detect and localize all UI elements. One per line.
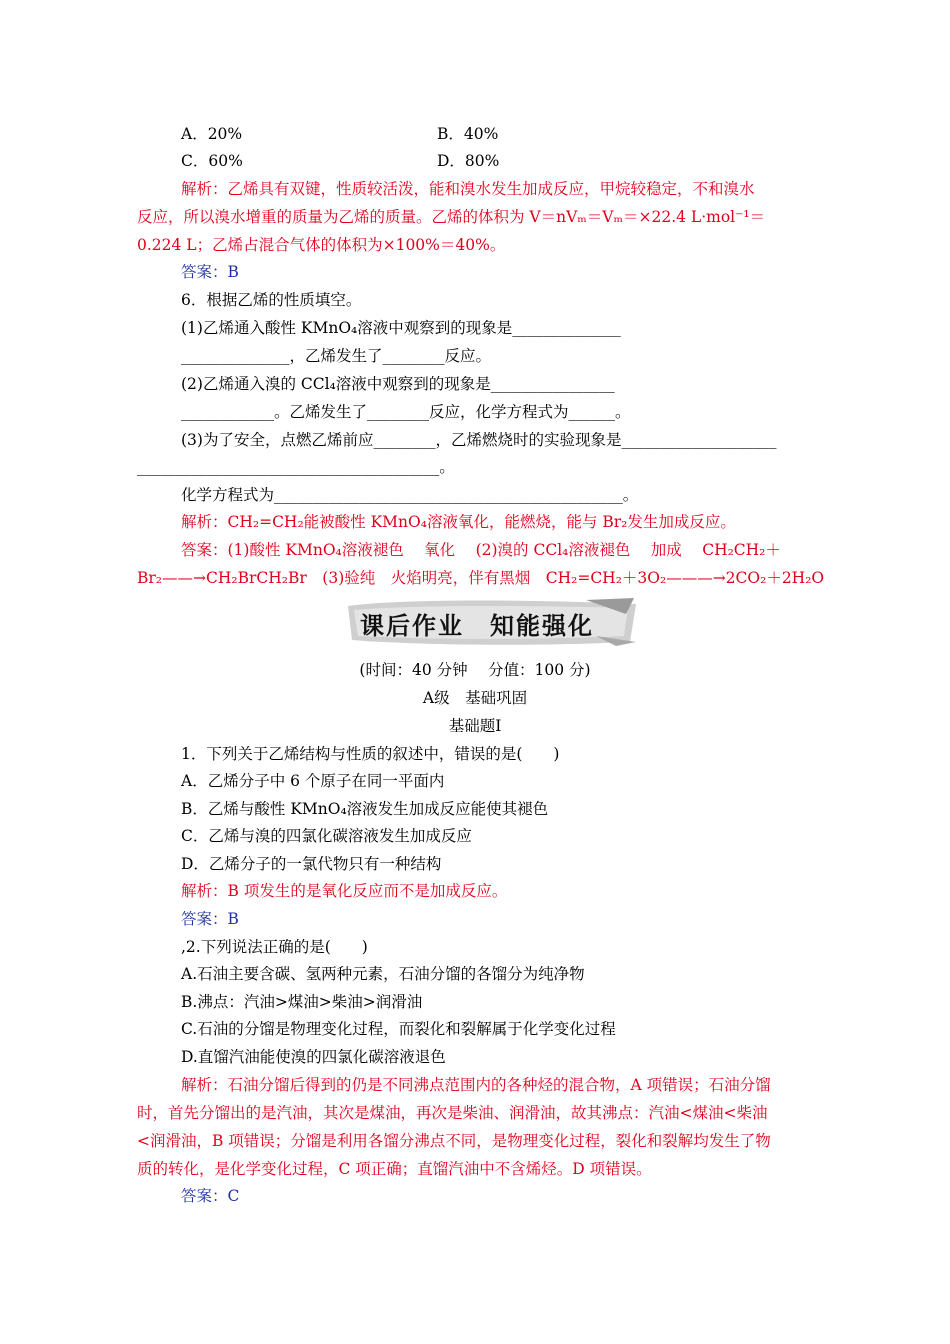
q1-stem: 1．下列关于乙烯结构与性质的叙述中，错误的是( ) <box>181 745 560 763</box>
q6-answer: Br₂——→CH₂BrCH₂Br (3)验纯 火焰明亮，伴有黑烟 CH₂=CH₂＋3O₂———→2CO₂＋2H₂O <box>137 569 825 587</box>
q5-option-c: C．60% <box>181 152 243 170</box>
q6-part1: (1)乙烯通入酸性 KMnO₄溶液中观察到的现象是______________ <box>181 319 621 337</box>
banner-title: 课后作业 知能强化 <box>360 612 594 640</box>
q2-answer: 答案：C <box>181 1187 240 1205</box>
q2-analysis-line: <润滑油，B 项错误；分馏是利用各馏分沸点不同，是物理变化过程，裂化和裂解均发生了物 <box>137 1132 771 1150</box>
q6-equation-prompt: 化学方程式为_____________________________________________。 <box>181 486 639 504</box>
q2-stem: ,2.下列说法正确的是( ) <box>181 938 368 956</box>
q2-analysis-line: 时，首先分馏出的是汽油，其次是煤油，再次是柴油、润滑油，故其沸点：汽油<煤油<柴油 <box>137 1104 768 1122</box>
q5-analysis-line: 反应，所以溴水增重的质量为乙烯的质量。乙烯的体积为 V＝nVₘ＝Vₘ＝×22.4 L·mol⁻¹＝ <box>137 208 766 226</box>
q5-option-b: B．40% <box>437 125 499 143</box>
q2-analysis-line: 质的转化，是化学变化过程，C 项正确；直馏汽油中不含烯烃。D 项错误。 <box>137 1160 652 1178</box>
q1-option-a: A．乙烯分子中 6 个原子在同一平面内 <box>181 772 445 790</box>
time-score-info: (时间：40 分钟 分值：100 分) <box>359 661 591 679</box>
q6-stem: 6．根据乙烯的性质填空。 <box>181 291 362 309</box>
q1-answer: 答案：B <box>181 910 239 928</box>
q6-part3: (3)为了安全，点燃乙烯前应________，乙烯燃烧时的实验现象是____________________ <box>181 431 777 449</box>
q6-analysis: 解析：CH₂=CH₂能被酸性 KMnO₄溶液氧化，能燃烧，能与 Br₂发生加成反应。 <box>181 513 736 531</box>
q6-part2: (2)乙烯通入溴的 CCl₄溶液中观察到的现象是________________ <box>181 375 615 393</box>
q2-analysis-line: 解析：石油分馏后得到的仍是不同沸点范围内的各种烃的混合物，A 项错误；石油分馏 <box>181 1076 771 1094</box>
q5-option-a: A．20% <box>181 125 243 143</box>
q6-answer: 答案：(1)酸性 KMnO₄溶液褪色 氧化 (2)溴的 CCl₄溶液褪色 加成 CH₂CH₂＋ <box>181 541 781 559</box>
section-banner <box>346 596 638 648</box>
q6-part1: ______________，乙烯发生了________反应。 <box>181 347 492 365</box>
q5-analysis-line: 解析：乙烯具有双键，性质较活泼，能和溴水发生加成反应，甲烷较稳定，不和溴水 <box>181 180 755 198</box>
q5-option-d: D．80% <box>437 152 500 170</box>
q5-analysis-line: 0.224 L；乙烯占混合气体的体积为×100%＝40%。 <box>137 236 506 254</box>
q5-answer: 答案：B <box>181 263 239 281</box>
q2-option-c: C.石油的分馏是物理变化过程，而裂化和裂解属于化学变化过程 <box>181 1020 616 1038</box>
q1-analysis: 解析：B 项发生的是氧化反应而不是加成反应。 <box>181 882 508 900</box>
q6-part2: ____________。乙烯发生了________反应，化学方程式为______。 <box>181 403 631 421</box>
q2-option-d: D.直馏汽油能使溴的四氯化碳溶液退色 <box>181 1048 446 1066</box>
q2-option-b: B.沸点：汽油>煤油>柴油>润滑油 <box>181 993 423 1011</box>
q1-option-d: D．乙烯分子的一氯代物只有一种结构 <box>181 855 442 873</box>
section-heading: 基础题Ⅰ <box>448 717 502 735</box>
q1-option-c: C．乙烯与溴的四氯化碳溶液发生加成反应 <box>181 827 472 845</box>
q1-option-b: B．乙烯与酸性 KMnO₄溶液发生加成反应能使其褪色 <box>181 800 549 818</box>
q6-part3: _______________________________________。 <box>137 458 455 476</box>
q2-option-a: A.石油主要含碳、氢两种元素，石油分馏的各馏分为纯净物 <box>181 965 585 983</box>
level-heading: A级 基础巩固 <box>422 689 528 707</box>
